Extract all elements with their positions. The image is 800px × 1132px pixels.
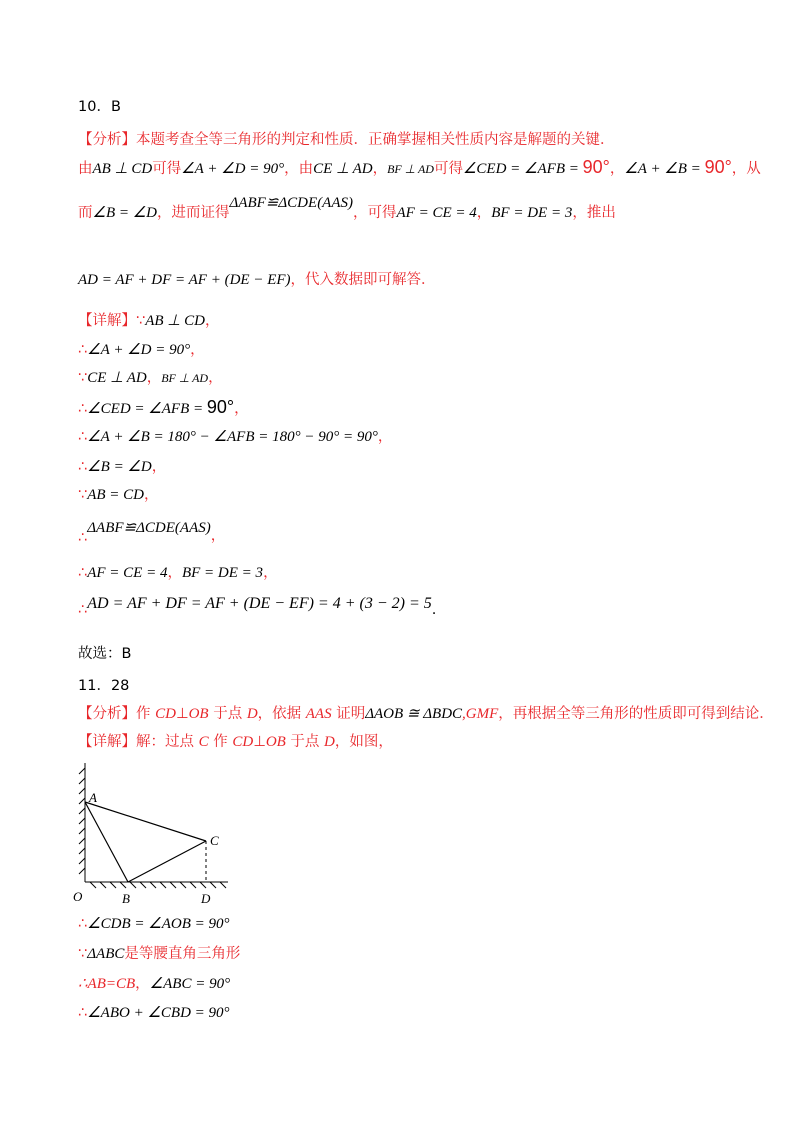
therefore-symbol: ∴ <box>78 459 88 475</box>
because-symbol: ∵ <box>78 370 88 386</box>
because-symbol: ∵ <box>78 946 88 962</box>
label-b: B <box>122 891 130 906</box>
formula: D <box>246 706 258 722</box>
text: ， <box>144 487 159 503</box>
formula: AD = AF + DF = AF + (DE − EF) <box>78 272 291 288</box>
text: ，从 <box>731 161 761 177</box>
q10-detail-line4 <box>78 397 249 419</box>
text: 可得 <box>152 161 182 177</box>
formula: ∠ABO + ∠CBD = 90° <box>87 1005 230 1021</box>
q10-detail-line8 <box>78 518 226 546</box>
formula: CD <box>232 734 254 750</box>
formula: ΔAOB ≅ ΔBDC <box>365 706 463 722</box>
q10-analysis-line2 <box>78 157 761 179</box>
formula: AB ⊥ CD <box>92 161 153 177</box>
text: ， <box>204 313 220 329</box>
text: ， <box>146 370 162 386</box>
formula: ∠CDB = ∠AOB = 90° <box>87 916 230 932</box>
formula: CE ⊥ AD <box>313 161 373 177</box>
because-symbol: ∵ <box>78 487 88 503</box>
formula: ∴AB=CB <box>78 976 136 992</box>
q10-analysis <box>78 130 615 150</box>
therefore-symbol: ∴ <box>78 401 88 417</box>
formula: BF ⊥ AD <box>161 371 209 385</box>
text: 作 <box>136 706 156 722</box>
text: ⊥ <box>253 734 266 750</box>
text: ，进而证得 <box>157 205 230 221</box>
q10-detail-line5 <box>78 427 392 447</box>
text: ， <box>167 565 182 581</box>
formula: OB <box>188 706 209 722</box>
q10-detail-line9 <box>78 563 278 583</box>
label-c: C <box>210 833 219 848</box>
formula: CD <box>155 706 176 722</box>
q11-detail <box>78 732 393 752</box>
text: 于点 <box>285 734 325 750</box>
q11-analysis <box>78 704 774 724</box>
formula: ∠A + ∠B = 180° − ∠AFB = 180° − 90° = 90° <box>87 429 378 445</box>
formula: BF = DE = 3 <box>491 205 573 221</box>
detail-tag: 【详解】 <box>78 313 136 329</box>
q10-detail-line1 <box>78 311 219 331</box>
text: ， <box>190 342 205 358</box>
text: ， <box>208 370 223 386</box>
formula: ∠A + ∠D = 90° <box>181 161 285 177</box>
text: 证明 <box>331 706 366 722</box>
geometry-figure <box>70 758 240 908</box>
q10-detail-line6 <box>78 457 166 477</box>
formula: AD = AF + DF = AF + (DE − EF) = 4 + (3 − 2) = 5 <box>87 595 432 612</box>
text: ，再根据全等三角形的性质即可得到结论． <box>498 706 774 722</box>
text: ， <box>263 565 278 581</box>
therefore-symbol: ∴ <box>78 565 88 581</box>
text: ， <box>234 401 249 417</box>
q10-detail-line7 <box>78 485 159 505</box>
therefore-symbol: ∴ <box>78 429 88 445</box>
formula: ΔABF≌ΔCDE <box>87 520 175 536</box>
triangle-abc <box>85 802 206 882</box>
q11-detail-line3 <box>78 974 230 994</box>
text: ，推出 <box>572 205 616 221</box>
formula: ,GMF <box>462 706 499 722</box>
q10-detail-line2 <box>78 340 205 360</box>
q10-analysis-line3 <box>78 195 616 223</box>
text: 可得 <box>433 161 463 177</box>
q10-header: 10．B <box>78 99 121 115</box>
formula: ∠B = ∠D <box>92 205 158 221</box>
q10-analysis-line4 <box>78 270 436 290</box>
text: ， <box>210 528 226 544</box>
formula: (AAS) <box>174 520 211 536</box>
formula: AF = CE = 4 <box>396 205 477 221</box>
q11-detail-line4 <box>78 1003 230 1023</box>
formula: 90° <box>704 157 732 177</box>
q11-header: 11．28 <box>78 678 130 694</box>
text: ， <box>609 161 625 177</box>
text: . <box>431 602 437 618</box>
q11-detail-line2 <box>78 944 240 964</box>
text: ， <box>135 976 150 992</box>
label-a: A <box>89 790 97 805</box>
analysis-text: 本题考查全等三角形的判定和性质．正确掌握相关性质内容是解题的关键． <box>136 132 615 148</box>
text: 而 <box>78 205 93 221</box>
formula: (AAS) <box>317 195 354 211</box>
text: 由 <box>78 161 93 177</box>
text: ，如图， <box>334 734 393 750</box>
formula: ∠A + ∠B = <box>624 161 705 177</box>
q10-detail-line10 <box>78 594 437 618</box>
formula: ∠ABC = 90° <box>149 976 231 992</box>
text: ， <box>151 459 167 475</box>
text: ，代入数据即可解答． <box>290 272 436 288</box>
formula: ΔABF≌ΔCDE <box>229 195 318 211</box>
formula: AF = CE = 4 <box>87 565 168 581</box>
formula: BF = DE = 3 <box>181 565 264 581</box>
because-symbol: ∵ <box>136 313 146 329</box>
formula: ∠A + ∠D = 90° <box>87 342 191 358</box>
formula: AB ⊥ CD <box>145 313 205 329</box>
therefore-symbol: ∴ <box>78 916 88 932</box>
q10-detail-line3 <box>78 368 223 388</box>
text: ， <box>476 205 492 221</box>
formula: CE ⊥ AD <box>87 370 147 386</box>
segment-bc <box>128 841 206 882</box>
text: ⊥ <box>175 706 189 722</box>
formula: 90° <box>582 157 610 177</box>
text: ，可得 <box>353 205 397 221</box>
analysis-tag: 【分析】 <box>78 706 136 722</box>
q10-answer: 故选：B <box>78 646 132 662</box>
therefore-symbol: ∴ <box>78 602 88 618</box>
text: 作 <box>208 734 233 750</box>
formula: ∠CED = ∠AFB = <box>462 161 583 177</box>
formula: 90° <box>206 397 235 417</box>
therefore-symbol: ∴ <box>78 530 88 546</box>
label-d: D <box>201 891 211 906</box>
formula: ΔABC <box>87 946 125 962</box>
label-o: O <box>73 889 83 904</box>
text: ， <box>372 161 388 177</box>
formula: AB = CD <box>87 487 145 503</box>
text: ，依据 <box>257 706 306 722</box>
text: ， <box>377 429 393 445</box>
formula: OB <box>265 734 286 750</box>
formula: D <box>324 734 335 750</box>
text: 解：过点 <box>136 734 199 750</box>
formula: AAS <box>305 706 332 722</box>
therefore-symbol: ∴ <box>78 342 88 358</box>
therefore-symbol: ∴ <box>78 1005 88 1021</box>
text: 是等腰直角三角形 <box>124 946 241 962</box>
text: ，由 <box>284 161 314 177</box>
detail-tag: 【详解】 <box>78 734 136 750</box>
formula: C <box>198 734 209 750</box>
analysis-tag: 【分析】 <box>78 132 136 148</box>
text: 于点 <box>208 706 247 722</box>
formula: ∠CED = ∠AFB = <box>87 401 207 417</box>
formula: ∠B = ∠D <box>87 459 152 475</box>
q11-detail-line1 <box>78 914 230 934</box>
formula: BF ⊥ AD <box>387 162 434 176</box>
